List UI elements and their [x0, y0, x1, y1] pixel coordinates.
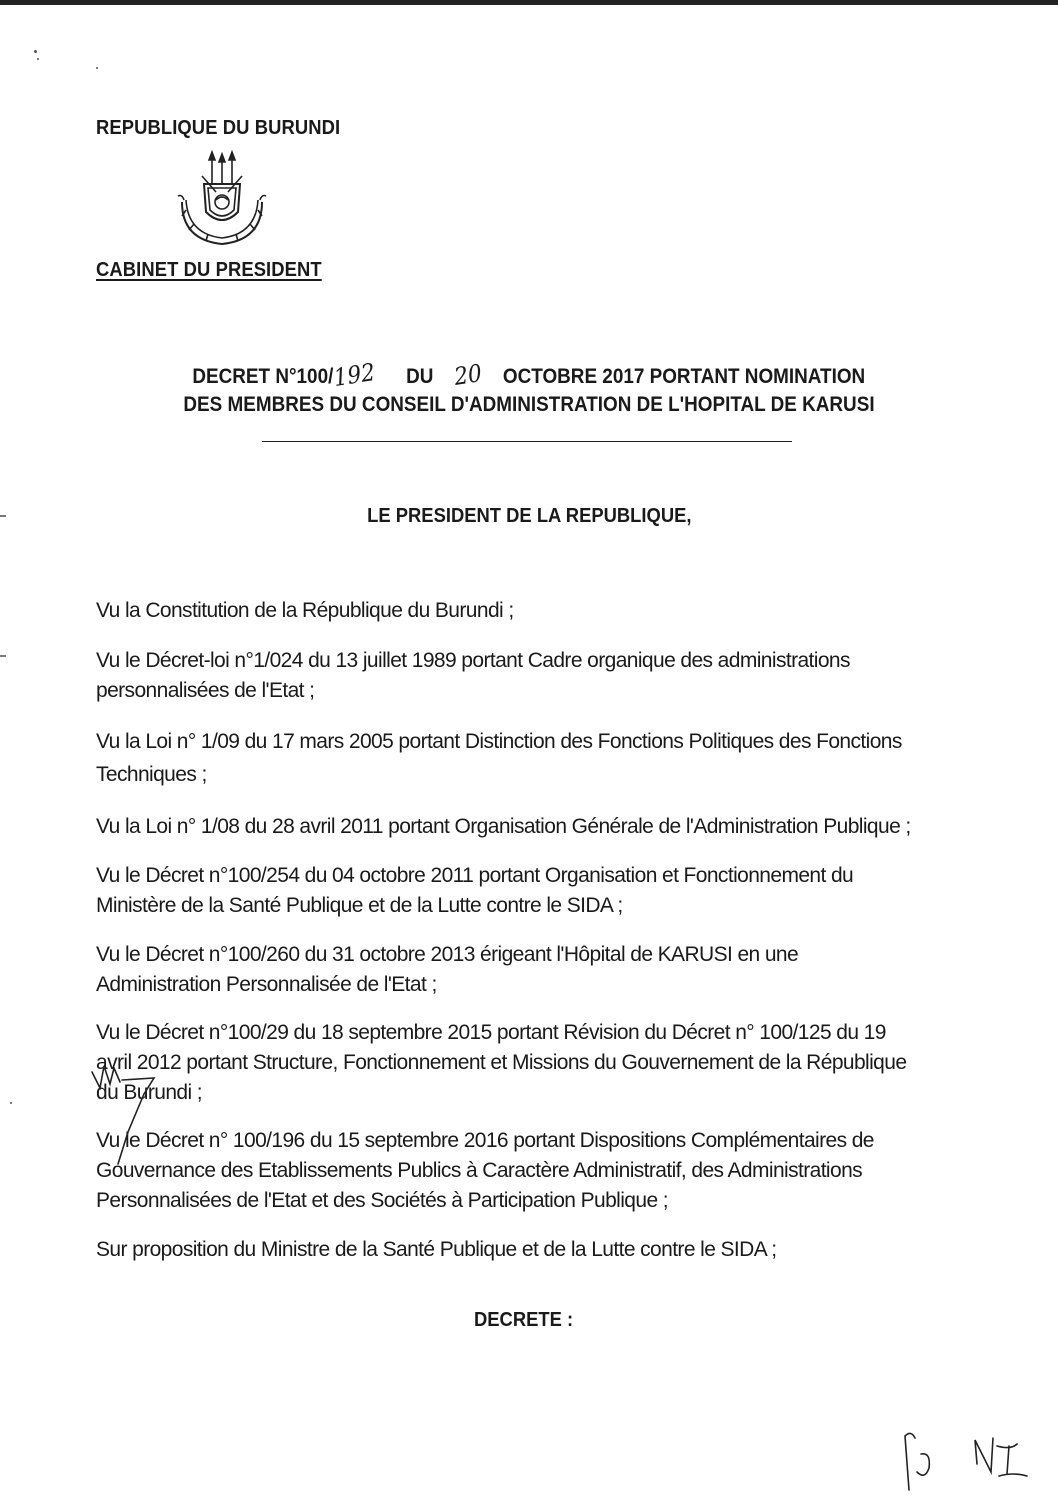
coat-of-arms-emblem: [172, 150, 272, 258]
handwritten-initials-right: [895, 1428, 1045, 1494]
coat-of-arms-icon: [172, 150, 272, 258]
scan-edge-mark: [0, 515, 6, 517]
decree-du: DU: [406, 365, 434, 388]
president-heading: LE PRESIDENT DE LA REPUBLIQUE,: [366, 505, 692, 527]
proposal-paragraph: Sur proposition du Ministre de la Santé Publique et de la Lutte contre le SIDA ;: [96, 1238, 777, 1261]
handwritten-initials-left: [88, 1058, 168, 1168]
decrete-heading: DECRETE :: [474, 1309, 574, 1331]
decree-title-line-2: DES MEMBRES DU CONSEIL D'ADMINISTRATION DE L'HOPITAL DE KARUSI: [183, 393, 875, 416]
visa-paragraph: Vu le Décret n°100/260 du 31 octobre 2013 érigeant l'Hôpital de KARUSI en une Administration Personnalisée de l'Etat ;: [96, 943, 799, 996]
visa-paragraph: Vu le Décret n°100/29 du 18 septembre 2015 portant Révision du Décret n° 100/125 du 19 avril 2012 portant Structure, Fonctionnement et Missions du Gouvernement de la République du Burundi ;: [96, 1021, 907, 1104]
visa-paragraph: Vu le Décret n° 100/196 du 15 septembre 2016 portant Dispositions Complémentaires de Gouvernance des Etablissements Publics à Caractère Administratif, des Administrations Personnalisées de l'Etat et des Sociétés à Participation Publique ;: [96, 1129, 874, 1212]
handwritten-decree-day: 20: [452, 359, 484, 391]
visa-paragraph: Vu la Loi n° 1/09 du 17 mars 2005 portant Distinction des Fonctions Politiques des Fonctions Techniques ;: [96, 730, 902, 786]
visa-paragraph: Vu la Constitution de la République du Burundi ;: [96, 599, 514, 622]
decree-title-line-1: [96, 357, 962, 393]
handwritten-decree-number: 192: [331, 357, 377, 393]
country-header: REPUBLIQUE DU BURUNDI: [96, 117, 341, 139]
decree-title-rest: OCTOBRE 2017 PORTANT NOMINATION: [503, 365, 866, 388]
visa-paragraph: Vu le Décret-loi n°1/024 du 13 juillet 1989 portant Cadre organique des administrations personnalisées de l'Etat ;: [96, 649, 850, 702]
cabinet-header: CABINET DU PRESIDENT: [96, 259, 322, 281]
scan-top-edge: [0, 0, 1058, 5]
visa-paragraph: Vu la Loi n° 1/08 du 28 avril 2011 portant Organisation Générale de l'Administration Publique ;: [96, 815, 911, 838]
decree-number-prefix: DECRET N°100/: [192, 365, 334, 388]
visa-paragraph: Vu le Décret n°100/254 du 04 octobre 2011 portant Organisation et Fonctionnement du Ministère de la Santé Publique et de la Lutte contre le SIDA ;: [96, 864, 854, 917]
title-divider: [262, 441, 792, 442]
scan-edge-mark: [0, 655, 6, 657]
